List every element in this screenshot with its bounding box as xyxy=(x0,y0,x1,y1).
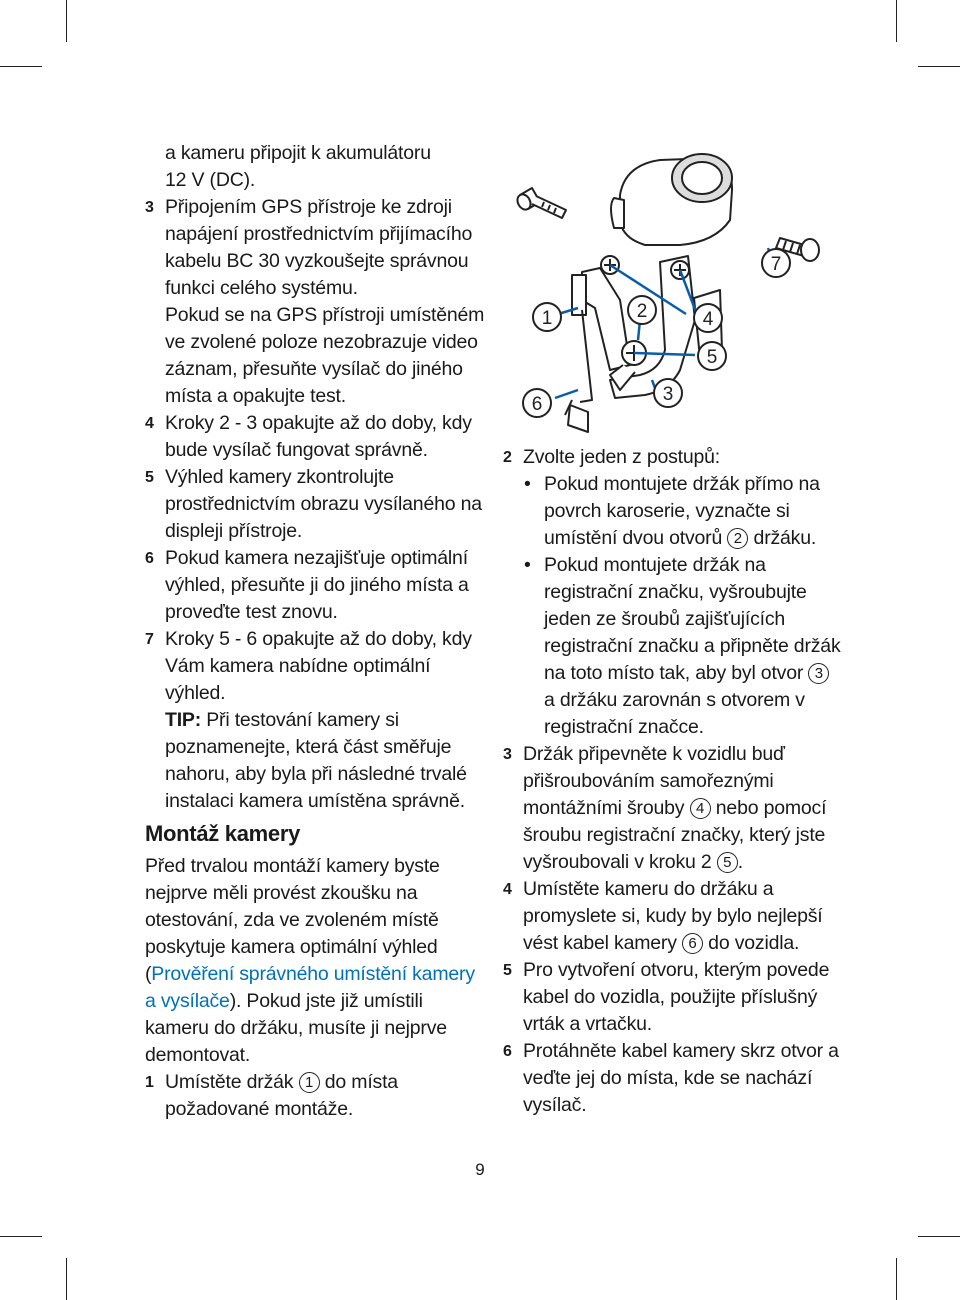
step-number: 6 xyxy=(503,1043,512,1060)
step-5 xyxy=(503,957,843,1038)
svg-text:6: 6 xyxy=(531,394,543,415)
step-number: 2 xyxy=(503,449,512,466)
svg-text:2: 2 xyxy=(636,301,648,322)
camera-mount-illustration xyxy=(510,150,840,435)
step-text: Umístěte držák 1 do místa požadované montáže. xyxy=(165,1071,398,1120)
crop-mark xyxy=(66,1258,67,1300)
step-text: Kroky 5 - 6 opakujte až do doby, kdy Vám kamera nabídne optimální výhled. xyxy=(165,628,472,704)
crop-mark xyxy=(0,66,42,67)
step-text: Umístěte kameru do držáku a promyslete si, kudy by bylo nejlepší vést kabel kamery 6 do vozidla. xyxy=(523,878,823,954)
list-item: • Pokud montujete držák na registrační značku, vyšroubujte jeden ze šroubů zajišťujících registrační značku a připněte držák na toto místo tak, aby byl otvor 3 a držáku zarovnán s otvorem v registrační značce. xyxy=(523,552,843,741)
step-2 xyxy=(503,444,843,471)
screw-icon xyxy=(515,188,566,218)
step-4 xyxy=(503,876,843,957)
step-text: Pro vytvoření otvoru, kterým povede kabel do vozidla, použijte příslušný vrták a vrtačku. xyxy=(523,959,830,1035)
step-number: 1 xyxy=(145,1074,154,1091)
mount-diagram xyxy=(510,150,840,435)
step-number: 5 xyxy=(503,962,512,979)
intro-paragraph: Před trvalou montáží kamery byste nejprve měli provést zkoušku na otestování, zda ve zvoleném místě poskytuje kamera optimální výhled (Prověření správného umístění kamery a vysílače). Pokud jste již umístili kameru do držáku, musíte ji nejprve demontovat. xyxy=(145,855,475,1066)
bullet-list xyxy=(503,471,843,741)
step-number: 3 xyxy=(503,746,512,763)
left-column xyxy=(145,140,490,1123)
step-number: 4 xyxy=(145,415,154,432)
crop-mark xyxy=(0,1236,42,1237)
callout-number: 4 xyxy=(690,798,711,819)
step-number: 7 xyxy=(145,631,154,648)
callout-2 xyxy=(628,296,656,324)
crop-mark xyxy=(918,1236,960,1237)
crop-mark xyxy=(66,0,67,42)
step-text: Protáhněte kabel kamery skrz otvor a veďte jej do místa, kde se nachází vysílač. xyxy=(523,1040,839,1116)
step-text: Připojením GPS přístroje ke zdroji napájení prostřednictvím přijímacího kabelu BC 30 vyzkoušejte správnou funkci celého systému. Pokud se na GPS přístroji umístěném ve zvolené poloze nezobrazuje video záznam, přesuňte vysílač do jiného místa a opakujte test. xyxy=(165,196,485,407)
bracket-icon xyxy=(565,256,722,432)
tip-paragraph: TIP: Při testování kamery si poznamenejte, která část směřuje nahoru, aby byla při následné trvalé instalaci kamera umístěna správně. xyxy=(165,709,467,812)
step-number: 6 xyxy=(145,550,154,567)
bullet-icon: • xyxy=(524,473,531,495)
step-4 xyxy=(145,410,490,464)
cross-reference-link[interactable]: Prověření správného umístění kamery a vysílače xyxy=(145,963,475,1012)
step-text: Držák připevněte k vozidlu buď přišroubováním samořeznými montážními šrouby 4 nebo pomocí šroubu registrační značky, který jste vyšroubovali v kroku 2 5 . xyxy=(523,743,827,873)
step-number: 4 xyxy=(503,881,512,898)
step-6 xyxy=(145,545,490,626)
list-item: • Pokud montujete držák přímo na povrch karoserie, vyznačte si umístění dvou otvorů 2 držáku. xyxy=(523,471,843,552)
svg-text:7: 7 xyxy=(770,254,782,275)
step-number: 5 xyxy=(145,469,154,486)
step-text: Zvolte jeden z postupů: xyxy=(523,446,721,468)
tip-label: TIP: xyxy=(165,709,202,731)
callout-number: 2 xyxy=(727,528,748,549)
bullet-icon: • xyxy=(524,554,531,576)
callout-7 xyxy=(762,249,790,277)
step-1 xyxy=(145,1069,490,1123)
crop-mark xyxy=(896,0,897,42)
callout-number: 3 xyxy=(808,663,829,684)
step-text: Pokud kamera nezajišťuje optimální výhled, přesuňte ji do jiného místa a proveďte test znovu. xyxy=(165,547,469,623)
camera-icon xyxy=(611,154,732,245)
step-text: Výhled kamery zkontrolujte prostřednictvím obrazu vysílaného na displeji přístroje. xyxy=(165,466,482,542)
step-5 xyxy=(145,464,490,545)
step-6 xyxy=(503,1038,843,1119)
svg-text:3: 3 xyxy=(662,384,674,405)
section-heading: Montáž kamery xyxy=(145,821,301,846)
step-7 xyxy=(145,626,490,707)
crop-mark xyxy=(918,66,960,67)
callout-number: 1 xyxy=(299,1072,320,1093)
svg-text:1: 1 xyxy=(541,308,553,329)
step-3 xyxy=(145,194,490,410)
callout-1 xyxy=(533,303,561,331)
callout-number: 5 xyxy=(717,852,738,873)
callout-number: 6 xyxy=(682,933,703,954)
right-column xyxy=(503,444,843,1119)
crop-mark xyxy=(896,1258,897,1300)
callout-5 xyxy=(698,342,726,370)
svg-text:5: 5 xyxy=(706,347,718,368)
svg-text:4: 4 xyxy=(702,309,714,330)
page-number: 9 xyxy=(475,1160,485,1179)
step-text: Kroky 2 - 3 opakujte až do doby, kdy bude vysílač fungovat správně. xyxy=(165,412,472,461)
callout-3 xyxy=(654,379,682,407)
callout-6 xyxy=(523,389,551,417)
step-3 xyxy=(503,741,843,876)
step-number: 3 xyxy=(145,199,154,216)
continued-text: a kameru připojit k akumulátoru 12 V (DC). xyxy=(165,142,431,191)
callout-4 xyxy=(694,304,722,332)
